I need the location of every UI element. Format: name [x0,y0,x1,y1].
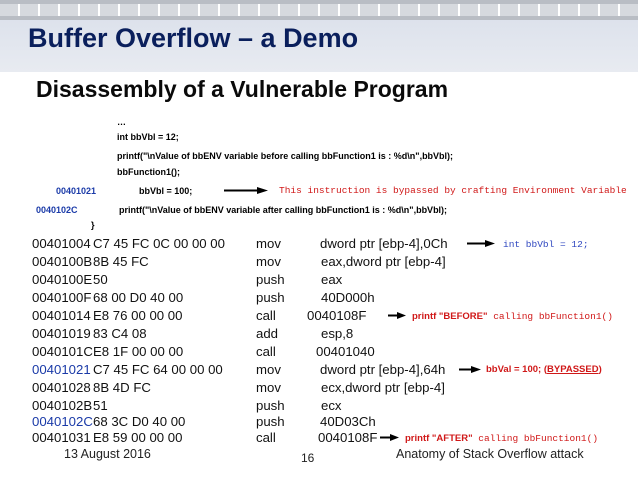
disasm-operands: ecx,dword ptr [ebp-4] [321,380,445,395]
disasm-mnemonic: push [256,398,285,413]
slide-title: Buffer Overflow – a Demo [28,23,359,53]
annotation-bbval-text: bbVal = 100; ( [486,364,547,375]
disasm-address: 00401028 [32,380,91,395]
disasm-bytes: E8 76 00 00 00 [93,308,183,323]
disasm-bytes: C7 45 FC 64 00 00 00 [93,362,223,377]
source-line-assign: bbVbl = 100; [139,186,193,196]
header-pattern [0,4,638,16]
disasm-operands: dword ptr [ebp-4],0Ch [320,236,448,251]
annotation-bbval-close: ) [598,364,602,375]
arrow-icon [459,366,481,373]
disasm-bytes: 68 3C D0 40 00 [93,414,186,429]
annotation-printf-before [412,311,613,322]
disasm-bytes: 8B 4D FC [93,380,151,395]
source-address-1: 00401021 [56,186,97,196]
disasm-address: 0040102B [32,398,93,413]
disasm-bytes: E8 1F 00 00 00 [93,344,184,359]
footer-page-number: 16 [301,451,315,465]
source-line-printf-after: printf("\nValue of bbENV variable after calling bbFunction1 is : %d\n",bbVbl); [119,205,448,215]
disasm-operands: eax,dword ptr [ebp-4] [321,254,446,269]
source-address-2: 0040102C [36,205,78,215]
disasm-operands: 0040108F [318,430,378,445]
disasm-mnemonic: call [256,308,276,323]
disasm-address: 00401019 [32,326,91,341]
annotation-printf-after-rest: calling bbFunction1() [472,433,599,444]
disasm-bytes: 8B 45 FC [93,254,149,269]
disasm-operands: ecx [321,398,342,413]
disasm-address: 0040100F [32,290,92,305]
footer-date: 13 August 2016 [64,447,151,461]
annotation-printf-after-bold: printf "AFTER" [405,433,473,444]
annotation-printf-before-bold: printf "BEFORE" [412,311,488,322]
disasm-address: 0040100E [32,272,93,287]
source-ellipsis: … [117,117,126,127]
disasm-mnemonic: push [256,290,285,305]
disasm-operands: esp,8 [321,326,354,341]
disasm-operands: 0040108F [307,308,367,323]
source-line-decl: int bbVbl = 12; [117,132,179,142]
source-closing-brace: } [91,220,95,230]
disasm-mnemonic: mov [256,380,281,395]
disasm-mnemonic: mov [256,254,281,269]
disasm-bytes: 51 [93,398,108,413]
disasm-mnemonic: call [256,430,276,445]
disasm-operands: eax [321,272,343,287]
disasm-mnemonic: mov [256,236,281,251]
disasm-mnemonic: push [256,414,285,429]
disasm-bytes: 68 00 D0 40 00 [93,290,184,305]
disasm-address: 00401014 [32,308,91,323]
disasm-address: 00401031 [32,430,91,445]
bypassed-label: BYPASSED [547,364,599,375]
disasm-address: 0040102C [32,414,93,429]
arrow-icon [388,312,406,319]
disasm-bytes: C7 45 FC 0C 00 00 00 [93,236,225,251]
arrow-icon [467,240,495,247]
disasm-mnemonic: add [256,326,279,341]
annotation-int-bbvbl: int bbVbl = 12; [503,239,589,250]
disasm-bytes: 50 [93,272,108,287]
slide-subtitle: Disassembly of a Vulnerable Program [36,76,449,102]
disasm-address: 00401021 [32,362,91,377]
disasm-mnemonic: call [256,344,276,359]
disasm-address: 0040100B [32,254,93,269]
disasm-address: 00401004 [32,236,91,251]
annotation-printf-before-rest: calling bbFunction1() [487,311,613,322]
bypass-note: This instruction is bypassed by crafting Environment Variable [279,185,627,196]
disasm-operands: dword ptr [ebp-4],64h [320,362,446,377]
footer-title: Anatomy of Stack Overflow attack [396,447,584,461]
disasm-operands: 00401040 [316,344,375,359]
arrow-icon [224,187,268,194]
disasm-mnemonic: push [256,272,285,287]
disasm-operands: 40D000h [321,290,375,305]
disasm-bytes: E8 59 00 00 00 [93,430,183,445]
arrow-icon [380,434,399,441]
disasm-bytes: 83 C4 08 [93,326,147,341]
annotation-printf-after [405,433,598,444]
source-line-call: bbFunction1(); [117,167,180,177]
annotation-bbval-bypassed [486,364,602,375]
source-line-printf-before: printf("\nValue of bbENV variable before calling bbFunction1 is : %d\n",bbVbl); [117,151,454,161]
disasm-address: 0040101C [32,344,93,359]
disasm-operands: 40D03Ch [320,414,376,429]
disasm-mnemonic: mov [256,362,281,377]
